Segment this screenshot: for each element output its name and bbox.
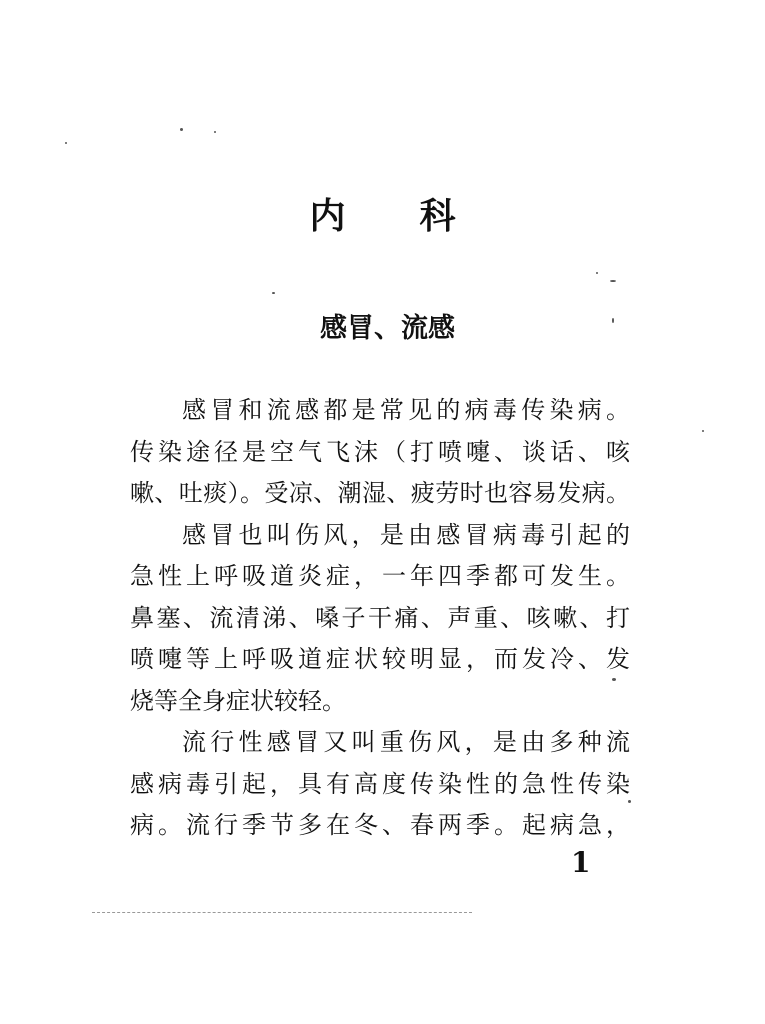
text-line: 病。流行季节多在冬、春两季。起病急， — [130, 811, 630, 839]
scan-speck — [272, 292, 275, 294]
scan-speck — [702, 430, 704, 432]
text-line: 鼻塞、流清涕、嗓子干痛、声重、咳嗽、打 — [130, 603, 630, 632]
text-line: 喷嚏等上呼吸道症状较明显，而发冷、发 — [130, 645, 630, 673]
text-line: 急性上呼吸道炎症，一年四季都可发生。 — [130, 562, 630, 590]
text-line: 传染途径是空气飞沫（打喷嚏、谈话、咳 — [130, 437, 630, 466]
scan-edge-line — [92, 912, 472, 913]
scan-speck — [628, 800, 631, 803]
scan-speck — [65, 142, 67, 144]
scan-speck — [596, 272, 598, 274]
text-line: 感冒和流感都是常见的病毒传染病。 — [182, 396, 630, 424]
text-line: 烧等全身症状较轻。 — [130, 686, 346, 715]
body-paragraphs — [130, 390, 630, 847]
text-line: 感冒也叫伤风，是由感冒病毒引起的 — [182, 520, 630, 549]
text-line: 流行性感冒又叫重伤风，是由多种流 — [182, 728, 630, 756]
chapter-title-left: 内 — [309, 195, 346, 237]
scan-speck — [610, 280, 616, 282]
chapter-title — [0, 188, 765, 239]
scan-speck — [612, 678, 616, 681]
text-line: 感病毒引起，具有高度传染性的急性传染 — [130, 769, 630, 798]
section-title: 感冒、流感 — [320, 313, 455, 344]
scan-speck — [612, 318, 614, 323]
page-number: 1 — [571, 846, 591, 879]
text-line: 嗽、吐痰）。受凉、潮湿、疲劳时也容易发病。 — [130, 479, 630, 507]
chapter-title-right: 科 — [419, 195, 456, 237]
scan-speck — [214, 131, 216, 133]
scan-speck — [180, 128, 183, 131]
